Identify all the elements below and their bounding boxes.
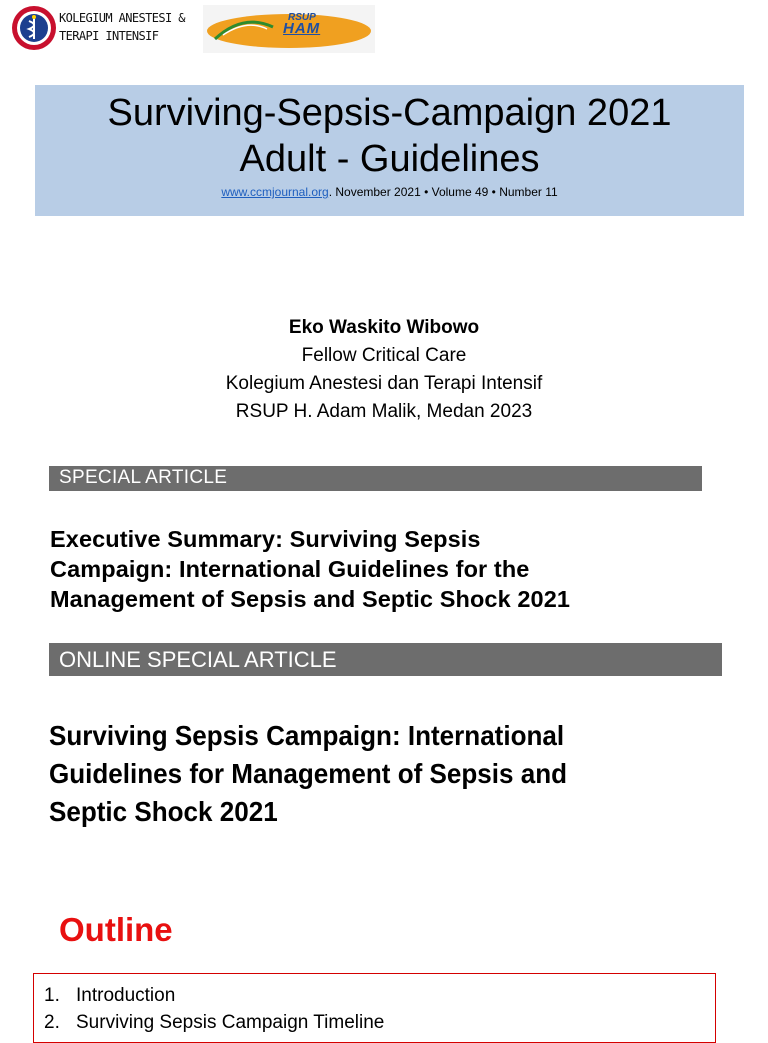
outline-item: [34, 1009, 715, 1036]
outline-item-number: 1.: [44, 985, 60, 1006]
special-article-label: SPECIAL ARTICLE: [49, 466, 702, 491]
journal-link[interactable]: www.ccmjournal.org: [221, 185, 329, 199]
slide-title-line1: Surviving-Sepsis-Campaign 2021: [107, 92, 672, 134]
citation-details: . November 2021 • Volume 49 • Number 11: [328, 185, 558, 199]
online-title-line2: Guidelines for Management of Sepsis and: [49, 758, 568, 789]
exec-title-line1: Executive Summary: Surviving Sepsis: [50, 526, 481, 552]
author-institution: Kolegium Anestesi dan Terapi Intensif: [225, 373, 543, 394]
outline-item: [34, 982, 715, 1009]
exec-title-line3: Management of Sepsis and Septic Shock 2021: [50, 586, 571, 612]
ham-logo-text: HAM: [283, 20, 321, 37]
outline-item-label: Introduction: [76, 985, 176, 1006]
author-hospital: RSUP H. Adam Malik, Medan 2023: [235, 401, 533, 422]
outline-box: [33, 973, 716, 1043]
author-name: Eko Waskito Wibowo: [288, 317, 480, 338]
online-special-article-label: ONLINE SPECIAL ARTICLE: [49, 643, 722, 676]
author-block: [0, 314, 768, 426]
outline-list: [34, 982, 715, 1036]
rsup-ham-logo: [203, 5, 375, 53]
outline-item-number: 2.: [44, 1012, 60, 1033]
author-role: Fellow Critical Care: [301, 345, 467, 366]
journal-citation: [35, 184, 744, 200]
kolegium-name: [59, 9, 194, 45]
rsup-logo-text: RSUP: [288, 12, 316, 23]
kolegium-seal-logo: [11, 5, 57, 51]
outline-item-label: Surviving Sepsis Campaign Timeline: [76, 1012, 385, 1033]
online-article-title: [49, 717, 756, 831]
exec-title-line2: Campaign: International Guidelines for the: [50, 556, 530, 582]
online-title-line3: Septic Shock 2021: [49, 796, 278, 827]
outline-heading: Outline: [59, 911, 173, 948]
kolegium-line2: TERAPI INTENSIF: [59, 29, 159, 43]
online-title-line1: Surviving Sepsis Campaign: International: [49, 720, 565, 751]
executive-summary-title: [50, 524, 750, 614]
title-banner: [35, 85, 744, 216]
slide-title-line2: Adult - Guidelines: [239, 138, 540, 180]
kolegium-line1: KOLEGIUM ANESTESI &: [59, 11, 185, 25]
